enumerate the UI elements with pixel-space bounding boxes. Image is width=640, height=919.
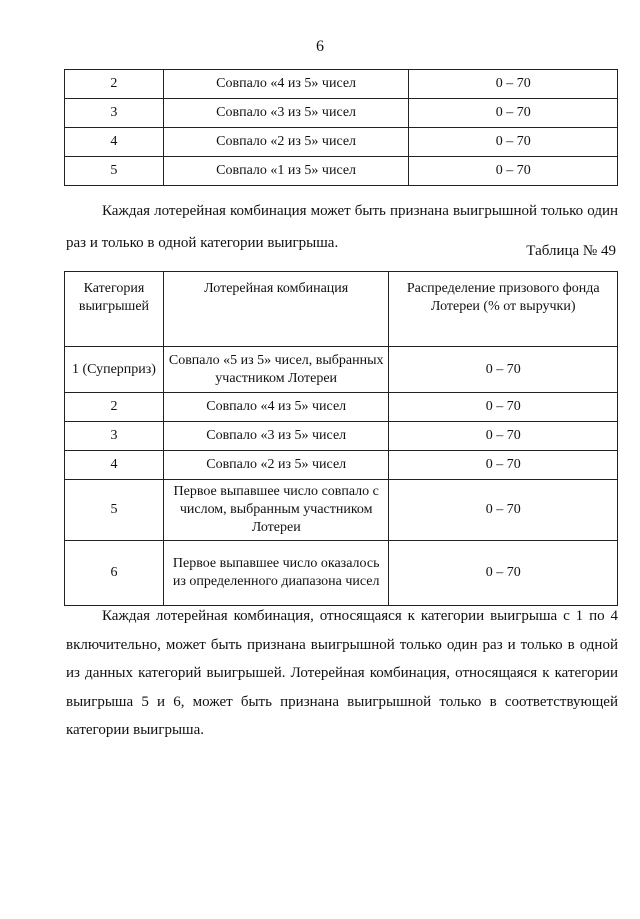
table-row: [65, 393, 618, 422]
table-row: [65, 157, 618, 186]
table-row: [65, 128, 618, 157]
table-row: [65, 480, 618, 541]
table-row: [65, 347, 618, 393]
combination-cell: Совпало «3 из 5» чисел: [163, 99, 409, 128]
category-cell: 5: [65, 480, 164, 541]
combination-cell: Совпало «4 из 5» чисел: [163, 393, 389, 422]
category-cell: 4: [65, 128, 164, 157]
category-cell: 2: [65, 70, 164, 99]
distribution-cell: 0 – 70: [389, 347, 618, 393]
combination-cell: Первое выпавшее число оказалось из определенного диапазона чисел: [163, 541, 389, 606]
distribution-cell: 0 – 70: [389, 451, 618, 480]
category-cell: 3: [65, 99, 164, 128]
header-distribution: Распределение призового фонда Лотереи (% от выручки): [389, 272, 618, 347]
category-cell: 6: [65, 541, 164, 606]
table-row: [65, 541, 618, 606]
table-header-row: [65, 272, 618, 347]
distribution-cell: 0 – 70: [409, 157, 618, 186]
table-row: [65, 70, 618, 99]
page-number: 6: [316, 38, 324, 55]
distribution-cell: 0 – 70: [409, 99, 618, 128]
distribution-cell: 0 – 70: [409, 70, 618, 99]
rule-paragraph-text: Каждая лотерейная комбинация может быть признана выигрышной только один раз и только в одной категории выигрыша.: [66, 203, 618, 251]
table-row: [65, 99, 618, 128]
prize-table-continued: [64, 69, 618, 186]
category-cell: 3: [65, 422, 164, 451]
header-combination: Лотерейная комбинация: [163, 272, 389, 347]
combination-cell: Совпало «2 из 5» чисел: [163, 451, 389, 480]
rule-paragraph-text: Каждая лотерейная комбинация, относящаяся к категории выигрыша с 1 по 4 включительно, может быть признана выигрышной только один раз и только в одной из данных категорий выигрышей. Лотерейная комбинация, относящаяся к категории выигрыша 5 и 6, может быть признана выигрышной только в соответствующей категории выигрыша.: [66, 608, 618, 738]
combination-cell: Первое выпавшее число совпало с числом, выбранным участником Лотереи: [163, 480, 389, 541]
combination-cell: Совпало «2 из 5» чисел: [163, 128, 409, 157]
rule-paragraph: [66, 602, 618, 745]
category-cell: 2: [65, 393, 164, 422]
distribution-cell: 0 – 70: [389, 393, 618, 422]
combination-cell: Совпало «1 из 5» чисел: [163, 157, 409, 186]
category-cell: 1 (Суперприз): [65, 347, 164, 393]
distribution-cell: 0 – 70: [389, 480, 618, 541]
category-cell: 5: [65, 157, 164, 186]
combination-cell: Совпало «3 из 5» чисел: [163, 422, 389, 451]
combination-cell: Совпало «4 из 5» чисел: [163, 70, 409, 99]
table-row: [65, 422, 618, 451]
table-row: [65, 451, 618, 480]
prize-table: [64, 271, 618, 606]
distribution-cell: 0 – 70: [389, 422, 618, 451]
distribution-cell: 0 – 70: [389, 541, 618, 606]
distribution-cell: 0 – 70: [409, 128, 618, 157]
header-category: Категория выигрышей: [65, 272, 164, 347]
combination-cell: Совпало «5 из 5» чисел, выбранных участником Лотереи: [163, 347, 389, 393]
table-caption: Таблица № 49: [526, 243, 616, 259]
category-cell: 4: [65, 451, 164, 480]
